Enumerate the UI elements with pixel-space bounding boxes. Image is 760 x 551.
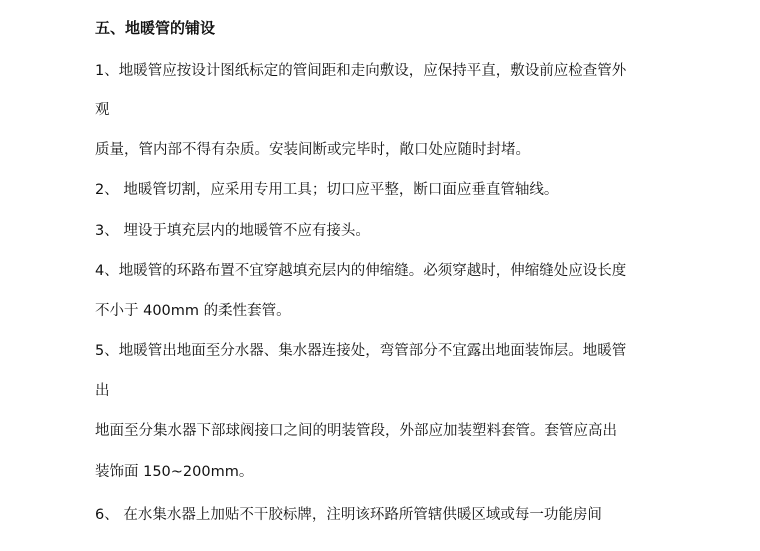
paragraph-line: 1、地暖管应按设计图纸标定的管间距和走向敷设，应保持平直，敷设前应检查管外 (95, 63, 627, 79)
paragraph-line: 质量，管内部不得有杂质。安装间断或完毕时，敞口处应随时封堵。 (95, 142, 530, 158)
paragraph-line: 4、地暖管的环路布置不宜穿越填充层内的伸缩缝。必须穿越时，伸缩缝处应设长度 (95, 263, 627, 279)
paragraph-line: 观 (95, 102, 110, 118)
paragraph-line: 地面至分集水器下部球阀接口之间的明装管段，外部应加装塑料套管。套管应高出 (95, 423, 617, 439)
paragraph-line: 6、 在水集水器上加贴不干胶标牌，注明该环路所管辖供暖区域或每一功能房间 (95, 507, 602, 523)
paragraph-line: 3、 埋设于填充层内的地暖管不应有接头。 (95, 223, 370, 239)
section-heading: 五、地暖管的铺设 (95, 19, 216, 37)
paragraph-line: 装饰面 150~200mm。 (95, 464, 254, 480)
paragraph-line: 出 (95, 383, 110, 399)
paragraph-line: 2、 地暖管切割，应采用专用工具；切口应平整，断口面应垂直管轴线。 (95, 182, 559, 198)
paragraph-line: 5、地暖管出地面至分水器、集水器连接处，弯管部分不宜露出地面装饰层。地暖管 (95, 343, 627, 359)
paragraph-line: 不小于 400mm 的柔性套管。 (95, 303, 291, 319)
